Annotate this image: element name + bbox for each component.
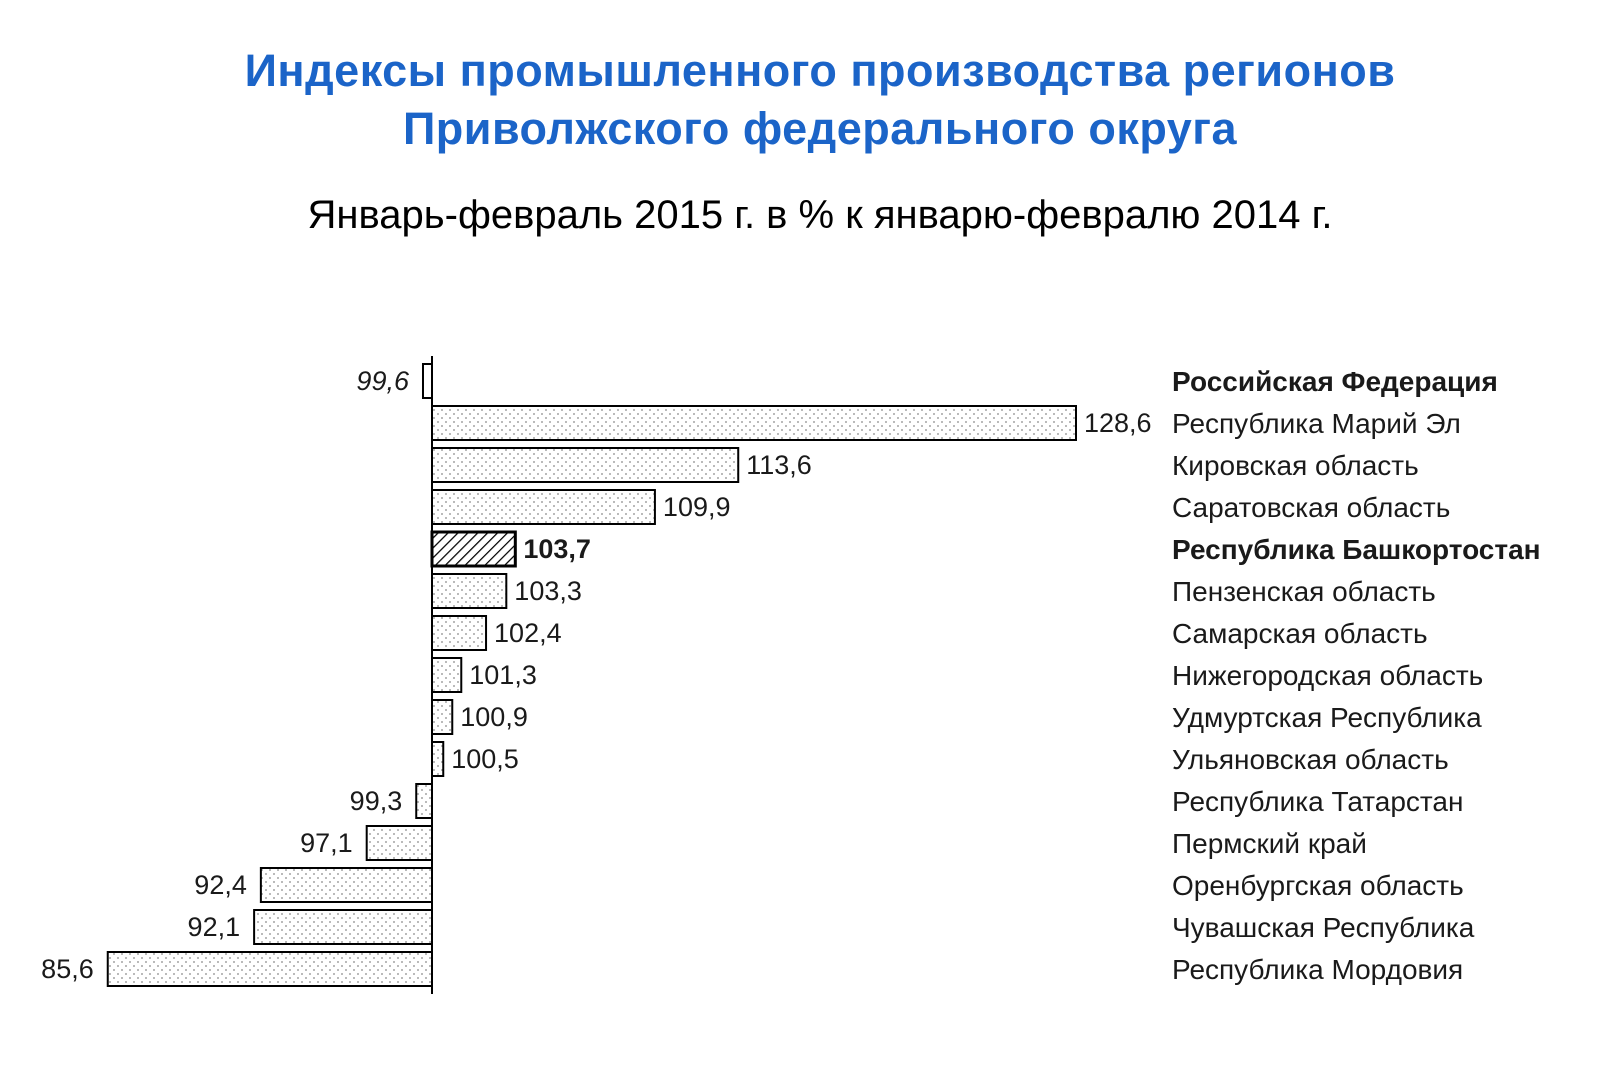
- value-label-самарская-область: 102,4: [494, 618, 562, 648]
- bar-удмуртская-республика: [432, 700, 452, 734]
- value-label-республика-марий-эл: 128,6: [1084, 408, 1152, 438]
- bar-саратовская-область: [432, 490, 655, 524]
- value-label-нижегородская-область: 101,3: [469, 660, 537, 690]
- value-label-республика-татарстан: 99,3: [349, 786, 403, 816]
- category-label-саратовская-область: Саратовская область: [1172, 492, 1451, 523]
- value-label-пензенская-область: 103,3: [514, 576, 582, 606]
- bar-ульяновская-область: [432, 742, 443, 776]
- chart-subtitle: Январь-февраль 2015 г. в % к январю-февралю 2014 г.: [307, 193, 1333, 237]
- chart-title-line-1: Индексы промышленного производства регионов: [244, 45, 1396, 96]
- bar-республика-татарстан: [416, 784, 432, 818]
- value-label-республика-башкортостан: 103,7: [523, 534, 591, 564]
- category-label-нижегородская-область: Нижегородская область: [1172, 660, 1484, 691]
- category-label-республика-мордовия: Республика Мордовия: [1172, 954, 1464, 985]
- bar-республика-башкортостан: [432, 532, 515, 566]
- category-label-оренбургская-область: Оренбургская область: [1172, 870, 1464, 901]
- value-label-чувашская-республика: 92,1: [187, 912, 241, 942]
- bar-пензенская-область: [432, 574, 506, 608]
- category-label-республика-башкортостан: Республика Башкортостан: [1172, 534, 1541, 565]
- value-label-удмуртская-республика: 100,9: [460, 702, 528, 732]
- category-label-пензенская-область: Пензенская область: [1172, 576, 1436, 607]
- category-label-ульяновская-область: Ульяновская область: [1172, 744, 1449, 775]
- bar-пермский-край: [367, 826, 432, 860]
- value-label-саратовская-область: 109,9: [662, 492, 731, 522]
- value-label-ульяновская-область: 100,5: [451, 744, 519, 774]
- category-label-российская-федерация: Российская Федерация: [1172, 366, 1498, 397]
- category-label-удмуртская-республика: Удмуртская Республика: [1172, 702, 1482, 733]
- value-label-кировская-область: 113,6: [746, 450, 812, 480]
- bar-самарская-область: [432, 616, 486, 650]
- value-label-российская-федерация: 99,6: [356, 366, 409, 396]
- bar-российская-федерация: [423, 364, 432, 398]
- category-label-республика-марий-эл: Республика Марий Эл: [1172, 408, 1461, 439]
- value-label-пермский-край: 97,1: [300, 828, 353, 858]
- bar-оренбургская-область: [261, 868, 432, 902]
- category-labels-group: [1172, 366, 1541, 985]
- bar-чувашская-республика: [254, 910, 432, 944]
- category-label-чувашская-республика: Чувашская Республика: [1172, 912, 1475, 943]
- category-label-самарская-область: Самарская область: [1172, 618, 1428, 649]
- bar-республика-мордовия: [108, 952, 432, 986]
- chart-title-line-2: Приволжского федерального округа: [402, 103, 1238, 154]
- bars-group: [108, 364, 1076, 986]
- category-label-пермский-край: Пермский край: [1172, 828, 1367, 859]
- value-label-республика-мордовия: 85,6: [41, 954, 94, 984]
- bar-республика-марий-эл: [432, 406, 1076, 440]
- value-label-оренбургская-область: 92,4: [194, 870, 247, 900]
- category-label-республика-татарстан: Республика Татарстан: [1172, 786, 1464, 817]
- bar-нижегородская-область: [432, 658, 461, 692]
- category-label-кировская-область: Кировская область: [1172, 450, 1419, 481]
- bar-кировская-область: [432, 448, 738, 482]
